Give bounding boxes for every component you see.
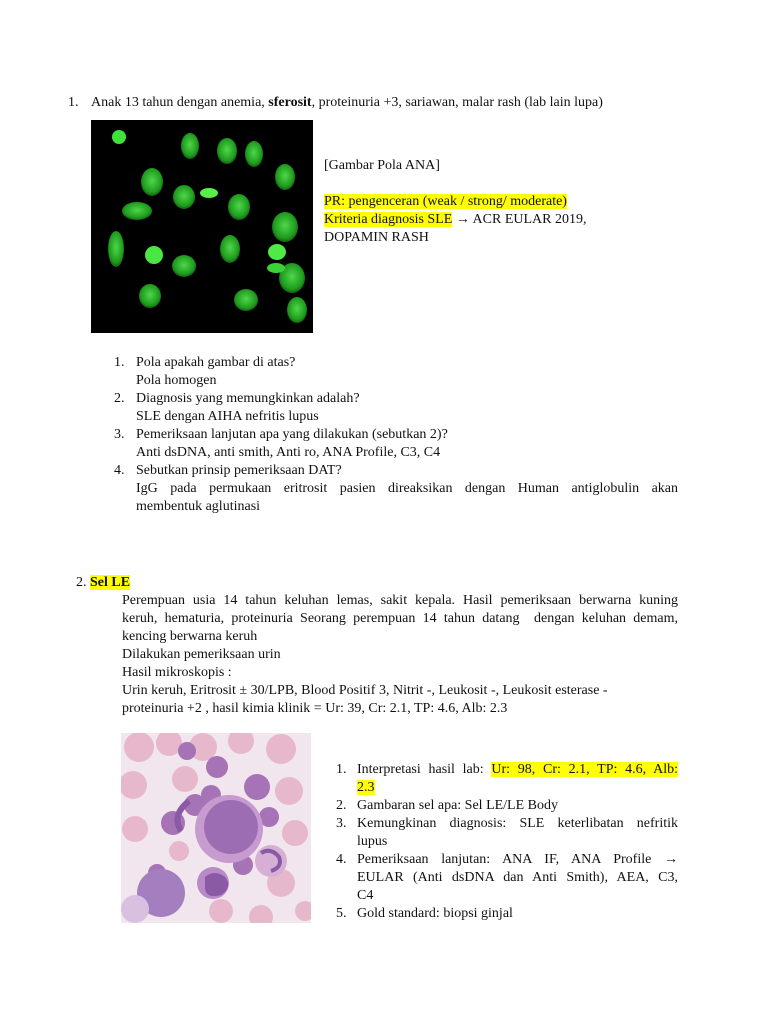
q2-item-3-line2: lupus	[357, 834, 388, 849]
le-cell-image	[121, 733, 311, 923]
q1-item-1-question: Pola apakah gambar di atas?	[136, 355, 296, 370]
q2-number: 2.	[76, 575, 87, 590]
q1-item-3-num: 3.	[114, 427, 125, 442]
q1-item-2-question: Diagnosis yang memungkinkan adalah?	[136, 391, 360, 406]
ana-image-label: [Gambar Pola ANA]	[324, 158, 440, 173]
q2-title-text: Sel LE	[90, 575, 131, 590]
q1-item-4-question: Sebutkan prinsip pemeriksaan DAT?	[136, 463, 342, 478]
q1-heading-prefix: Anak 13 tahun dengan anemia,	[91, 95, 269, 110]
q1-item-2-num: 2.	[114, 391, 125, 406]
q2-item-1-num: 1.	[336, 762, 347, 777]
kriteria-rest: ACR EULAR 2019,	[469, 212, 587, 227]
q2-item-4-line1	[357, 851, 678, 869]
dopamin-rash: DOPAMIN RASH	[324, 230, 429, 245]
q2-para3: Hasil mikroskopis :	[122, 665, 232, 680]
q2-item-1-line1	[357, 761, 678, 779]
q2-item-3-num: 3.	[336, 816, 347, 831]
q2-item-3-line1: Kemungkinan diagnosis: SLE keterlibatan nefritik	[357, 816, 678, 831]
q2-item-5-line1: Gold standard: biopsi ginjal	[357, 906, 513, 921]
q2-item-2-num: 2.	[336, 798, 347, 813]
q2-item-4-line2: EULAR (Anti dsDNA dan Anti Smith), AEA, C3,	[357, 870, 678, 885]
q2-para1-l1: Perempuan usia 14 tahun keluhan lemas, sakit kepala. Hasil pemeriksaan berwarna kuning	[122, 593, 678, 608]
q2-item-5-num: 5.	[336, 906, 347, 921]
ana-pattern-image	[91, 120, 313, 333]
q1-heading-suffix: , proteinuria +3, sariawan, malar rash (lab lain lupa)	[311, 95, 603, 110]
q1-item-4-num: 4.	[114, 463, 125, 478]
q2-para2: Dilakukan pemeriksaan urin	[122, 647, 281, 662]
pr-text: PR: pengenceran (weak / strong/ moderate)	[324, 194, 567, 209]
q2-item-1-line2	[357, 779, 375, 797]
q2-para4-l1: Urin keruh, Eritrosit ± 30/LPB, Blood Positif 3, Nitrit -, Leukosit -, Leukosit esterase -	[122, 683, 608, 698]
q1-number: 1.	[68, 95, 79, 110]
q2-title	[90, 574, 130, 592]
q2-item-1-values-cont: 2.3	[357, 780, 375, 795]
q2-para1-l2: keruh, hematuria, proteinuria Seorang perempuan 14 tahun datang dengan keluhan demam,	[122, 611, 678, 626]
q1-item-4-answer-line1: IgG pada permukaan eritrosit pasien direaksikan dengan Human antiglobulin akan	[136, 481, 678, 496]
q2-para1-l3: kencing berwarna keruh	[122, 629, 258, 644]
q2-para4-l2: proteinuria +2 , hasil kimia klinik = Ur: 39, Cr: 2.1, TP: 4.6, Alb: 2.3	[122, 701, 508, 716]
q1-item-2-answer: SLE dengan AIHA nefritis lupus	[136, 409, 319, 424]
q2-item-4-line3: C4	[357, 888, 374, 903]
kriteria-line	[324, 211, 587, 229]
kriteria-highlight: Kriteria diagnosis SLE	[324, 212, 453, 227]
q1-item-3-answer: Anti dsDNA, anti smith, Anti ro, ANA Profile, C3, C4	[136, 445, 441, 460]
q2-item-1-values: Ur: 98, Cr: 2.1, TP: 4.6, Alb:	[491, 762, 678, 777]
q1-item-1-answer: Pola homogen	[136, 373, 217, 388]
q2-item-1-label: Interpretasi hasil lab:	[357, 762, 492, 777]
q2-item-2-line1: Gambaran sel apa: Sel LE/LE Body	[357, 798, 558, 813]
arrow-right-icon: →	[455, 212, 470, 227]
q1-item-4-answer-line2: membentuk aglutinasi	[136, 499, 261, 514]
arrow-right-icon: →	[664, 852, 678, 867]
q2-item-4-num: 4.	[336, 852, 347, 867]
q1-item-1-num: 1.	[114, 355, 125, 370]
q2-item-4-text: Pemeriksaan lanjutan: ANA IF, ANA Profile	[357, 852, 664, 867]
q1-heading-bold: sferosit	[268, 95, 312, 110]
pr-note	[324, 193, 567, 211]
q1-item-3-question: Pemeriksaan lanjutan apa yang dilakukan (sebutkan 2)?	[136, 427, 448, 442]
q1-heading	[91, 94, 603, 112]
